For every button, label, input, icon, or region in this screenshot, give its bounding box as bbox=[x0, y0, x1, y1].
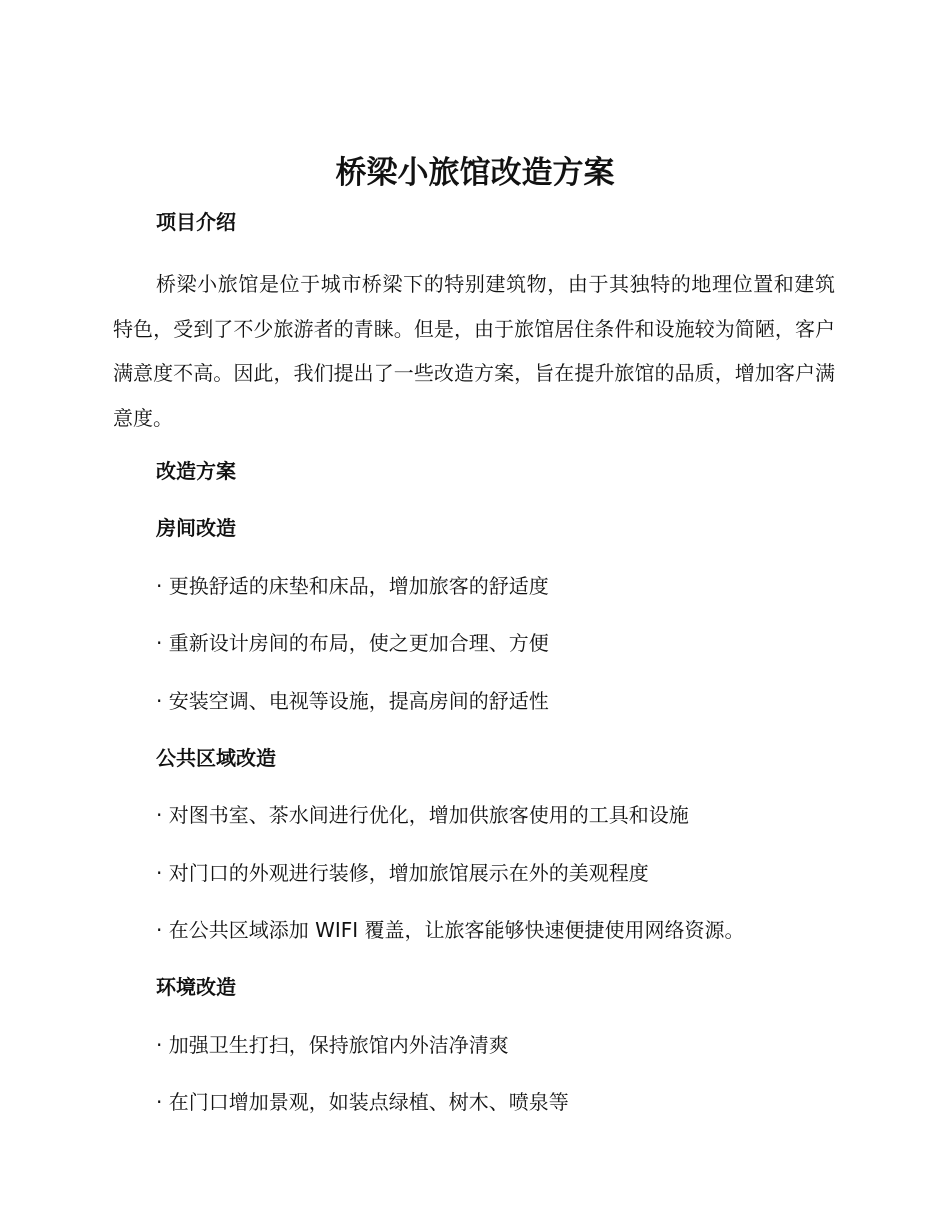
list-item: · 在公共区域添加 WIFI 覆盖，让旅客能够快速便捷使用网络资源。 bbox=[156, 918, 745, 942]
intro-paragraph: 桥梁小旅馆是位于城市桥梁下的特别建筑物，由于其独特的地理位置和建筑特色，受到了不少旅游者的青睐。但是，由于旅馆居住条件和设施较为简陋，客户满意度不高。因此，我们提出了一些改造方案，旨在提升旅馆的品质，增加客户满意度。 bbox=[113, 272, 835, 430]
heading-room-renovation: 房间改造 bbox=[156, 516, 236, 540]
heading-project-intro: 项目介绍 bbox=[156, 210, 236, 234]
document-title: 桥梁小旅馆改造方案 bbox=[335, 155, 615, 191]
heading-public-area-renovation: 公共区域改造 bbox=[156, 746, 276, 770]
list-item: · 对门口的外观进行装修，增加旅馆展示在外的美观程度 bbox=[156, 861, 649, 885]
list-item: · 重新设计房间的布局，使之更加合理、方便 bbox=[156, 631, 549, 655]
list-item: · 加强卫生打扫，保持旅馆内外洁净清爽 bbox=[156, 1033, 509, 1057]
heading-environment-renovation: 环境改造 bbox=[156, 975, 236, 999]
heading-renovation-plan: 改造方案 bbox=[156, 459, 236, 483]
list-item: · 对图书室、茶水间进行优化，增加供旅客使用的工具和设施 bbox=[156, 803, 689, 827]
list-item: · 更换舒适的床垫和床品，增加旅客的舒适度 bbox=[156, 574, 549, 598]
list-item: · 在门口增加景观，如装点绿植、树木、喷泉等 bbox=[156, 1090, 569, 1114]
list-item: · 安装空调、电视等设施，提高房间的舒适性 bbox=[156, 689, 549, 713]
